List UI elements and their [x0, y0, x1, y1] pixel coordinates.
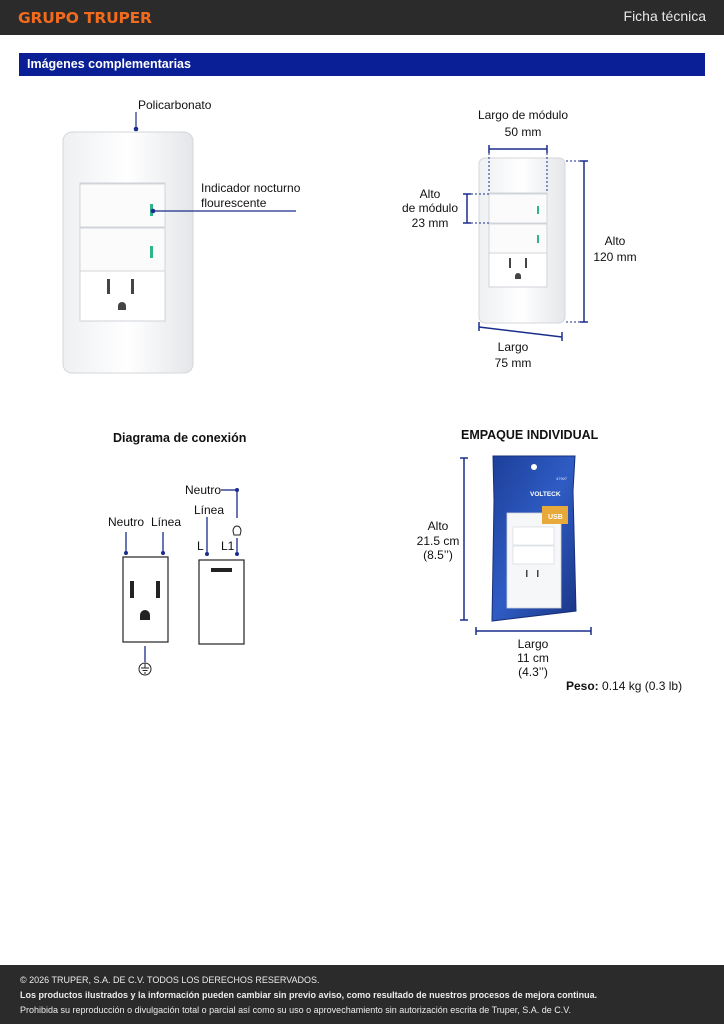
pack-height-label: Alto: [427, 519, 449, 533]
module-length-label: Largo de módulo: [477, 108, 569, 122]
callout-material: [134, 112, 139, 131]
wiring-terminal-l1: L1: [221, 539, 235, 553]
length-value: 75 mm: [494, 356, 532, 370]
pack-length-cm: 11 cm: [517, 651, 549, 665]
pack-weight-label: Peso:: [566, 679, 599, 693]
material-label: Policarbonato: [138, 98, 212, 112]
pack-weight-value: 0.14 kg (0.3 lb): [602, 679, 683, 693]
wiring-neutral-top: Neutro: [185, 483, 222, 497]
product-plate-front: [63, 132, 193, 373]
section-title: Imágenes complementarias: [27, 57, 191, 71]
module-height-label-2: de módulo: [401, 201, 459, 215]
height-value: 120 mm: [593, 250, 637, 264]
pack-code: 47907: [556, 476, 568, 481]
indicator-label-2: flourescente: [201, 196, 267, 210]
pack-length-label: Largo: [517, 637, 549, 651]
pack-sticker: USB: [548, 514, 563, 521]
wiring-line-left: Línea: [151, 515, 182, 529]
module-height-label-1: Alto: [419, 187, 441, 201]
footer-copyright: © 2026 TRUPER, S.A. DE C.V. TODOS LOS DERECHOS RESERVADOS.: [20, 975, 320, 985]
wiring-line-right: Línea: [194, 503, 225, 517]
pack-length-in: (4.3’’): [518, 665, 548, 679]
pack-weight: [566, 678, 682, 694]
wiring-title: Diagrama de conexión: [113, 431, 247, 445]
indicator-label-1: Indicador nocturno: [201, 181, 301, 195]
length-label: Largo: [497, 340, 529, 354]
module-length-value: 50 mm: [504, 125, 542, 139]
wiring-neutral-left: Neutro: [108, 515, 145, 529]
footer-notice: Los productos ilustrados y la información pueden cambiar sin previo aviso, como resultado de nuestros procesos de mejora continua.: [20, 990, 598, 1000]
package-image: [492, 456, 576, 621]
wiring-terminal-l: L: [197, 539, 204, 553]
module-height-value: 23 mm: [411, 216, 449, 230]
packaging-title: EMPAQUE INDIVIDUAL: [461, 428, 599, 442]
footer-prohibition: Prohibida su reproducción o divulgación total o parcial así como su uso o aprovechamiento sin autorización escrita de Truper, S.A. de C.V.: [20, 1005, 571, 1015]
pack-height-in: (8.5’’): [423, 548, 453, 562]
pack-height-cm: 21.5 cm: [416, 534, 460, 548]
footer: [0, 965, 724, 1024]
product-plate-dimensions: [479, 158, 565, 323]
brand-logo: GRUPO TRUPER: [18, 9, 152, 27]
height-label: Alto: [604, 234, 626, 248]
pack-brand: VOLTECK: [530, 491, 561, 498]
doc-title: Ficha técnica: [623, 8, 706, 24]
